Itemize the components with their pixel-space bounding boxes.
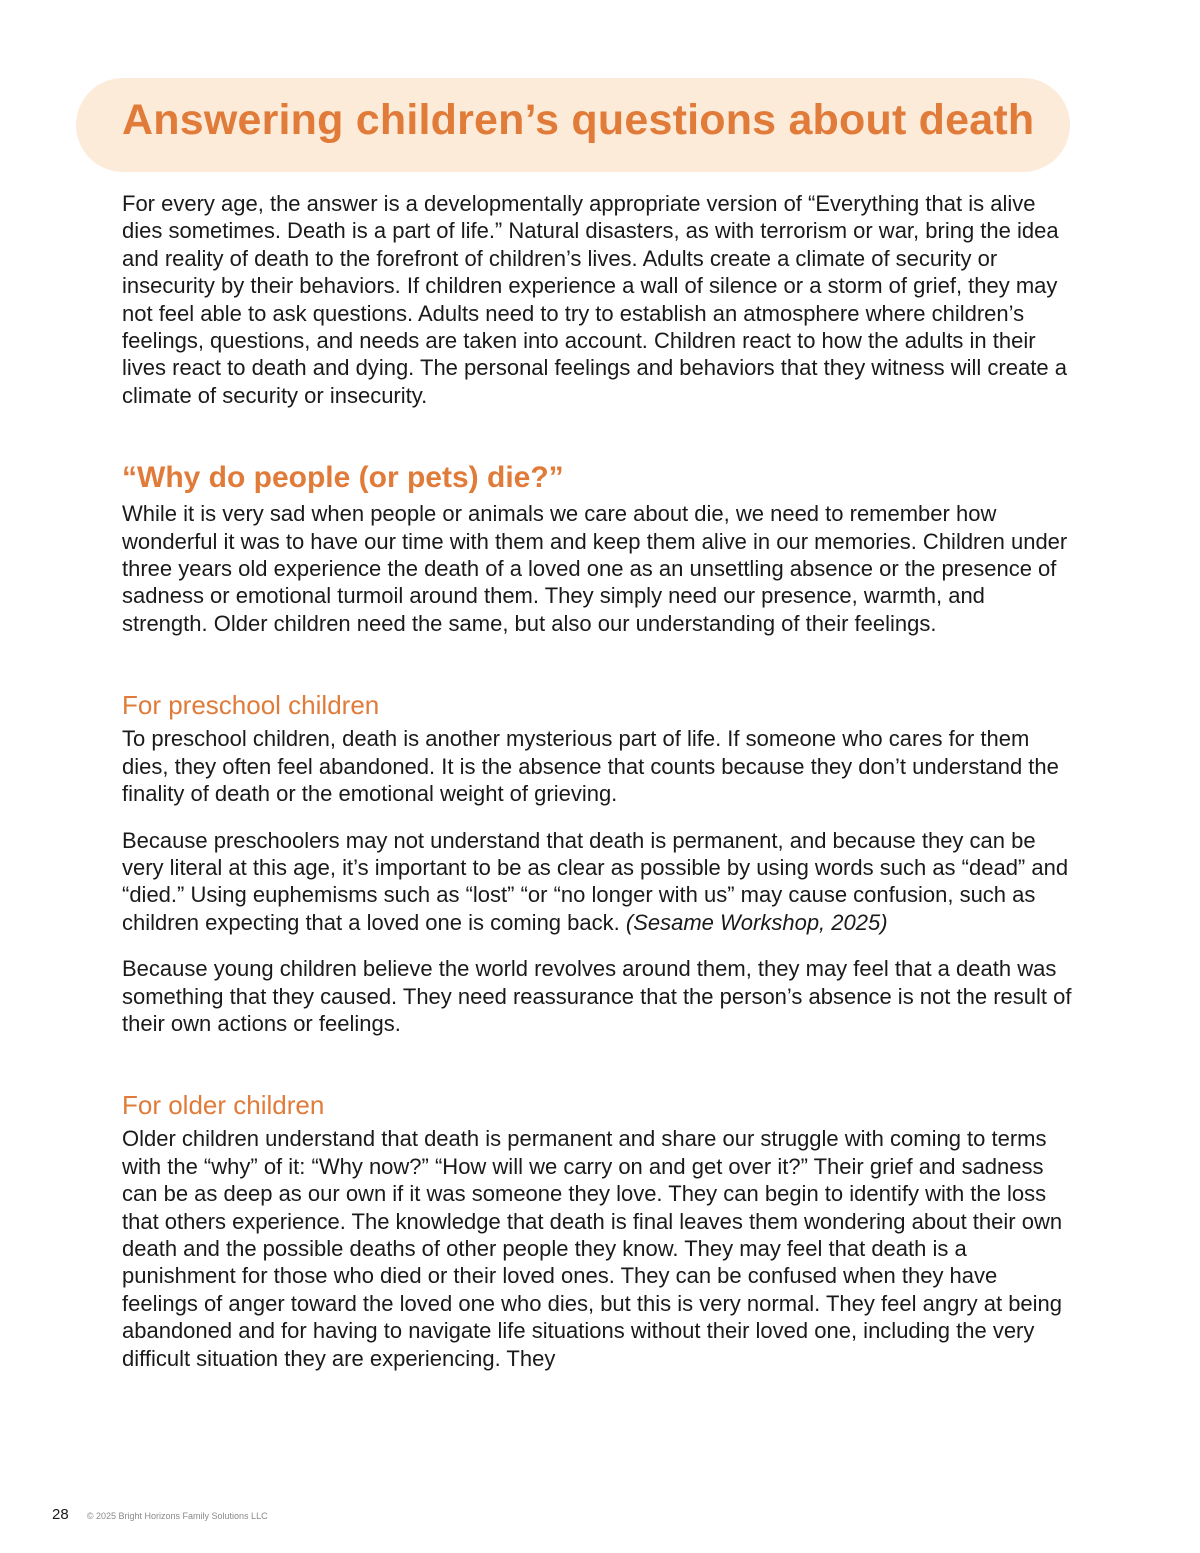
preschool-paragraph-1: To preschool children, death is another mysterious part of life. If someone who cares for them dies, they often feel abandoned. It is the absence that counts because they don’t understand the finality of death or the emotional weight of grieving. [122,726,1059,807]
preschool-paragraph-3: Because young children believe the world revolves around them, they may feel that a death was something that they caused. They need reassurance that the person’s absence is not the result of their own actions or feelings. [122,956,1072,1036]
page-number: 28 [52,1506,69,1523]
older-heading: For older children [122,1090,325,1121]
why-paragraph: While it is very sad when people or animals we care about die, we need to remember how wonderful it was to have our time with them and keep them alive in our memories. Children under three years old experience the death of a loved one as an unsettling absence or the presence of sadness or emotional turmoil around them. They simply need our presence, warmth, and strength. Older children need the same, but also our understanding of their feelings. [122,501,1068,636]
article-body [122,190,1072,1372]
intro-paragraph: For every age, the answer is a developmentally appropriate version of “Everything that is alive dies sometimes. Death is a part of life.” Natural disasters, as with terrorism or war, bring the idea and reality of death to the forefront of children’s lives. Adults create a climate of security or insecurity by their behaviors. If children experience a wall of silence or a storm of grief, they may not feel able to ask questions. Adults need to try to establish an atmosphere where children’s feelings, questions, and needs are taken into account. Children react to how the adults in their lives react to death and dying. The personal feelings and behaviors that they witness will create a climate of security or insecurity. [122,191,1067,408]
copyright-notice: © 2025 Bright Horizons Family Solutions LLC [86,1511,268,1521]
citation: (Sesame Workshop, 2025) [625,909,888,935]
preschool-heading: For preschool children [122,690,380,721]
older-paragraph: Older children understand that death is permanent and share our struggle with coming to terms with the “why” of it: “Why now?” “How will we carry on and get over it?” Their grief and sadness can be as deep as our own if it was someone they love. They can begin to identify with the loss that others experience. The knowledge that death is final leaves them wondering about their own death and the possible deaths of other people they know. They may feel that death is a punishment for those who died or their loved ones. They can be confused when they have feelings of anger toward the loved one who dies, but this is very normal. They feel angry at being abandoned and for having to navigate life situations without their loved one, including the very difficult situation they are experiencing. They [122,1126,1063,1371]
page-title: Answering children’s questions about death [122,96,1035,144]
preschool-paragraph-2-text: Because preschoolers may not understand that death is permanent, and because they can be very literal at this age, it’s important to be as clear as possible by using words such as “dead” and “died.” Using euphemisms such as “lost” “or “no longer with us” may cause confusion, such as children expecting that a loved one is coming back. [122,827,1069,935]
page-footer [52,1506,268,1523]
preschool-paragraph-2 [122,827,1072,937]
why-heading: “Why do people (or pets) die?” [122,461,564,495]
